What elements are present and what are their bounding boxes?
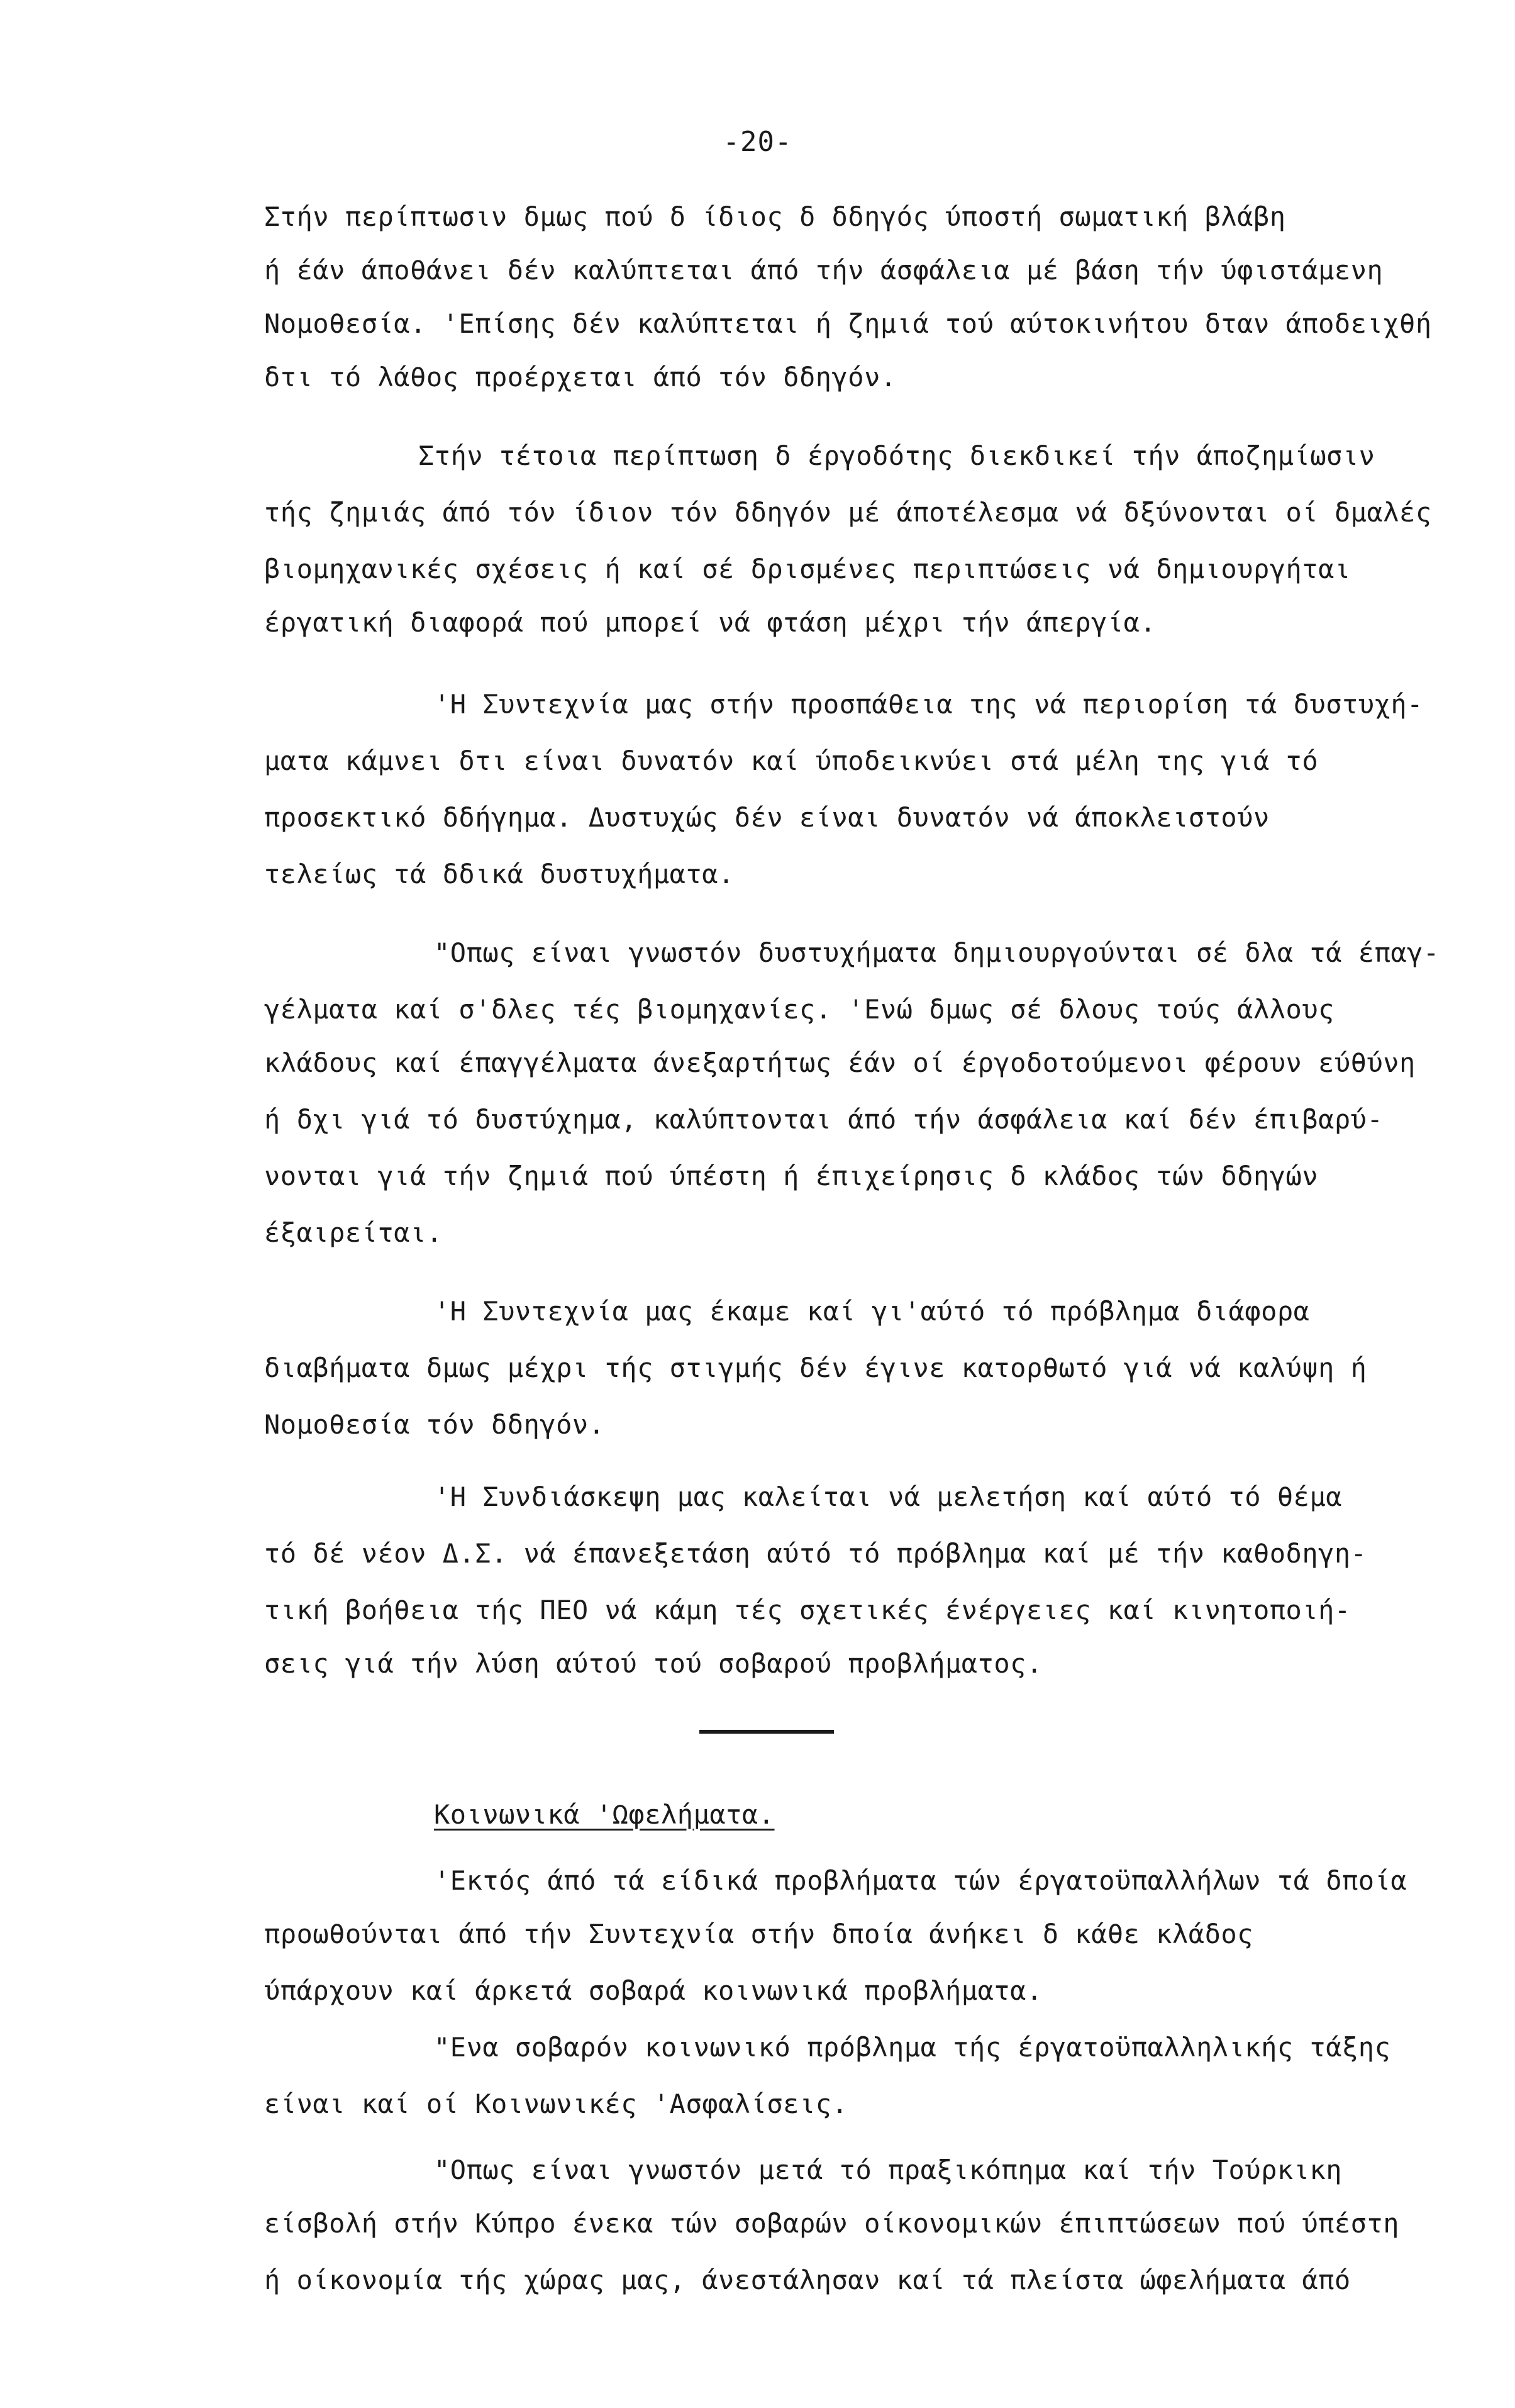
paragraph-line: 'Η Συντεχνία μας έκαμε καί γι'αύτό τό πρόβλημα διάφορα	[434, 1296, 1310, 1327]
paragraph-line: γέλματα καί σ'δλες τές βιομηχανίες. 'Ενώ δμως σέ δλους τούς άλλους	[264, 994, 1335, 1025]
paragraph-line: τική βοήθεια τής ΠΕΟ νά κάμη τές σχετικές ένέργειες καί κινητοποιή-	[264, 1595, 1351, 1625]
paragraph-line: έξαιρείται.	[264, 1217, 443, 1248]
paragraph-line: Νομοθεσία. 'Επίσης δέν καλύπτεται ή ζημιά τού αύτοκινήτου δταν άποδειχθή	[264, 308, 1432, 339]
paragraph-line: 'Εκτός άπό τά είδικά προβλήματα τών έργατοϋπαλλήλων τά δποία	[434, 1865, 1407, 1896]
paragraph-line: τό δέ νέον Δ.Σ. νά έπανεξετάση αύτό τό πρόβλημα καί μέ τήν καθοδηγη-	[264, 1538, 1367, 1569]
paragraph-line: ή οίκονομία τής χώρας μας, άνεστάλησαν καί τά πλείστα ώφελήματα άπό	[264, 2265, 1351, 2295]
page-number: -20-	[723, 126, 792, 158]
paragraph-line: ή έάν άποθάνει δέν καλύπτεται άπό τήν άσφάλεια μέ βάση τήν ύφιστάμενη	[264, 255, 1384, 286]
paragraph-line: σεις γιά τήν λύση αύτού τού σοβαρού προβλήματος.	[264, 1648, 1043, 1679]
paragraph-line: Στήν τέτοια περίπτωση δ έργοδότης διεκδικεί τήν άποζημίωσιν	[418, 440, 1375, 471]
paragraph-line: ματα κάμνει δτι είναι δυνατόν καί ύποδεικνύει στά μέλη της γιά τό	[264, 745, 1319, 776]
paragraph-line: προωθούνται άπό τήν Συντεχνία στήν δποία άνήκει δ κάθε κλάδος	[264, 1919, 1253, 1949]
paragraph-line: είσβολή στήν Κύπρο ένεκα τών σοβαρών οίκονομικών έπιπτώσεων πού ύπέστη	[264, 2208, 1400, 2239]
paragraph-line: είναι καί οί Κοινωνικές 'Ασφαλίσεις.	[264, 2088, 848, 2119]
paragraph-line: 'Η Συντεχνία μας στήν προσπάθεια της νά περιορίση τά δυστυχή-	[434, 689, 1423, 720]
paragraph-line: "Οπως είναι γνωστόν μετά τό πραξικόπημα καί τήν Τούρκικη	[434, 2154, 1343, 2185]
paragraph-line: ή δχι γιά τό δυστύχημα, καλύπτονται άπό τήν άσφάλεια καί δέν έπιβαρύ-	[264, 1104, 1384, 1135]
paragraph-line: έργατική διαφορά πού μπορεί νά φτάση μέχρι τήν άπεργία.	[264, 607, 1157, 638]
paragraph-line: "Οπως είναι γνωστόν δυστυχήματα δημιουργούνται σέ δλα τά έπαγ-	[434, 937, 1440, 968]
paragraph-line: νονται γιά τήν ζημιά πού ύπέστη ή έπιχείρησις δ κλάδος τών δδηγών	[264, 1161, 1319, 1191]
paragraph-line: προσεκτικό δδήγημα. Δυστυχώς δέν είναι δυνατόν νά άποκλειστούν	[264, 802, 1270, 833]
paragraph-line: δτι τό λάθος προέρχεται άπό τόν δδηγόν.	[264, 362, 897, 393]
paragraph-line: 'Η Συνδιάσκεψη μας καλείται νά μελετήση καί αύτό τό θέμα	[434, 1481, 1343, 1512]
paragraph-line: τής ζημιάς άπό τόν ίδιον τόν δδηγόν μέ άποτέλεσμα νά δξύνονται οί δμαλές	[264, 497, 1432, 528]
section-heading: Κοινωνικά 'Ωφελήματα.	[434, 1799, 775, 1830]
paragraph-line: τελείως τά δδικά δυστυχήματα.	[264, 859, 735, 889]
paragraph-line: Στήν περίπτωσιν δμως πού δ ίδιος δ δδηγός ύποστή σωματική βλάβη	[264, 201, 1286, 232]
section-divider	[699, 1730, 834, 1734]
paragraph-line: "Ενα σοβαρόν κοινωνικό πρόβλημα τής έργατοϋπαλληλικής τάξης	[434, 2032, 1391, 2063]
paragraph-line: βιομηχανικές σχέσεις ή καί σέ δρισμένες περιπτώσεις νά δημιουργήται	[264, 554, 1351, 584]
paragraph-line: κλάδους καί έπαγγέλματα άνεξαρτήτως έάν οί έργοδοτούμενοι φέρουν εύθύνη	[264, 1047, 1416, 1078]
paragraph-line: Νομοθεσία τόν δδηγόν.	[264, 1409, 605, 1440]
paragraph-line: διαβήματα δμως μέχρι τής στιγμής δέν έγινε κατορθωτό γιά νά καλύψη ή	[264, 1352, 1367, 1383]
paragraph-line: ύπάρχουν καί άρκετά σοβαρά κοινωνικά προβλήματα.	[264, 1975, 1043, 2006]
